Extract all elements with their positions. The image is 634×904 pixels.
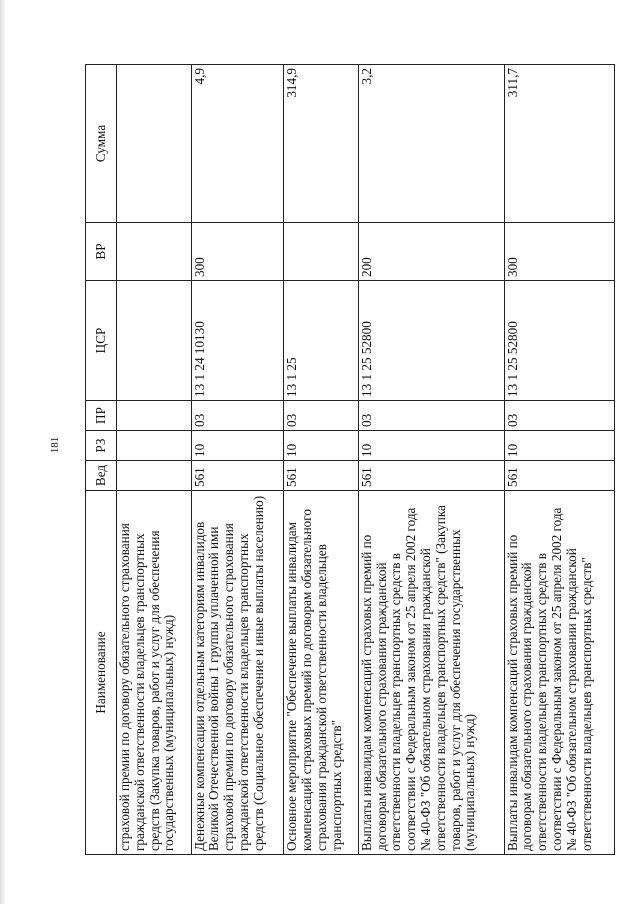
header-pr: ПР bbox=[86, 401, 117, 431]
cell-csr bbox=[117, 281, 192, 401]
cell-vr: 300 bbox=[191, 223, 283, 281]
header-rz: РЗ bbox=[86, 431, 117, 461]
cell-pr: 03 bbox=[284, 401, 359, 431]
rotated-table-container bbox=[85, 65, 615, 855]
cell-pr: 03 bbox=[358, 401, 504, 431]
scan-shadow bbox=[0, 0, 6, 904]
cell-pr bbox=[117, 401, 192, 431]
table-header-row bbox=[86, 65, 117, 855]
cell-vr bbox=[284, 223, 359, 281]
cell-rz: 10 bbox=[191, 431, 283, 461]
header-ved: Вед bbox=[86, 461, 117, 491]
budget-table bbox=[85, 64, 615, 855]
cell-csr: 13 1 24 10130 bbox=[191, 281, 283, 401]
cell-name: Выплаты инвалидам компенсаций страховых премий по договорам обязательного страхования гражданской ответственности владельцев транспортных средств в соответствии с Федеральным законом от 25 апреля 2002 года № 40-ФЗ "Об обязательном страховании гражданской ответственности владельцев транспортных средств" (Закупка товаров, работ и услуг для обеспечения государственных (муниципальных) нужд) bbox=[358, 491, 504, 855]
cell-sum: 311,7 bbox=[504, 65, 614, 223]
cell-ved: 561 bbox=[358, 461, 504, 491]
cell-ved bbox=[117, 461, 192, 491]
cell-name: Основное мероприятие "Обеспечение выплаты инвалидам компенсаций страховых премий по договорам обязательного страхования гражданской ответственности владельцев транспортных средств" bbox=[284, 491, 359, 855]
cell-csr: 13 1 25 52800 bbox=[504, 281, 614, 401]
cell-rz bbox=[117, 431, 192, 461]
cell-sum: 314,9 bbox=[284, 65, 359, 223]
cell-name: Денежные компенсации отдельным категориям инвалидов Великой Отечественной войны 1 группы уплаченной ими страховой премии по договору обязательного страхования гражданской ответственности владельцев транспортных средств (Социальное обеспечение и иные выплаты населению) bbox=[191, 491, 283, 855]
header-csr: ЦСР bbox=[86, 281, 117, 401]
cell-sum: 4,9 bbox=[191, 65, 283, 223]
cell-vr bbox=[117, 223, 192, 281]
header-name: Наименование bbox=[86, 491, 117, 855]
cell-vr: 300 bbox=[504, 223, 614, 281]
cell-ved: 561 bbox=[504, 461, 614, 491]
page-number: 181 bbox=[49, 436, 61, 454]
cell-csr: 13 1 25 52800 bbox=[358, 281, 504, 401]
cell-pr: 03 bbox=[504, 401, 614, 431]
header-sum: Сумма bbox=[86, 65, 117, 223]
cell-sum: 3,2 bbox=[358, 65, 504, 223]
cell-name: страховой премии по договору обязательного страхования гражданской ответственности владельцев транспортных средств (Закупка товаров, работ и услуг для обеспечения государственных (муниципальных) нужд) bbox=[117, 491, 192, 855]
table-row bbox=[191, 65, 283, 855]
cell-sum bbox=[117, 65, 192, 223]
cell-rz: 10 bbox=[284, 431, 359, 461]
header-vr: ВР bbox=[86, 223, 117, 281]
cell-vr: 200 bbox=[358, 223, 504, 281]
cell-name: Выплаты инвалидам компенсаций страховых премий по договорам обязательного страхования гражданской ответственности владельцев транспортных средств в соответствии с Федеральным законом от 25 апреля 2002 года № 40-ФЗ "Об обязательном страховании гражданской ответственности владельцев транспортных средств" bbox=[504, 491, 614, 855]
cell-ved: 561 bbox=[191, 461, 283, 491]
cell-rz: 10 bbox=[358, 431, 504, 461]
table-row bbox=[358, 65, 504, 855]
table-row bbox=[504, 65, 614, 855]
table-row bbox=[117, 65, 192, 855]
cell-rz: 10 bbox=[504, 431, 614, 461]
cell-ved: 561 bbox=[284, 461, 359, 491]
cell-csr: 13 1 25 bbox=[284, 281, 359, 401]
cell-pr: 03 bbox=[191, 401, 283, 431]
table-row bbox=[284, 65, 359, 855]
